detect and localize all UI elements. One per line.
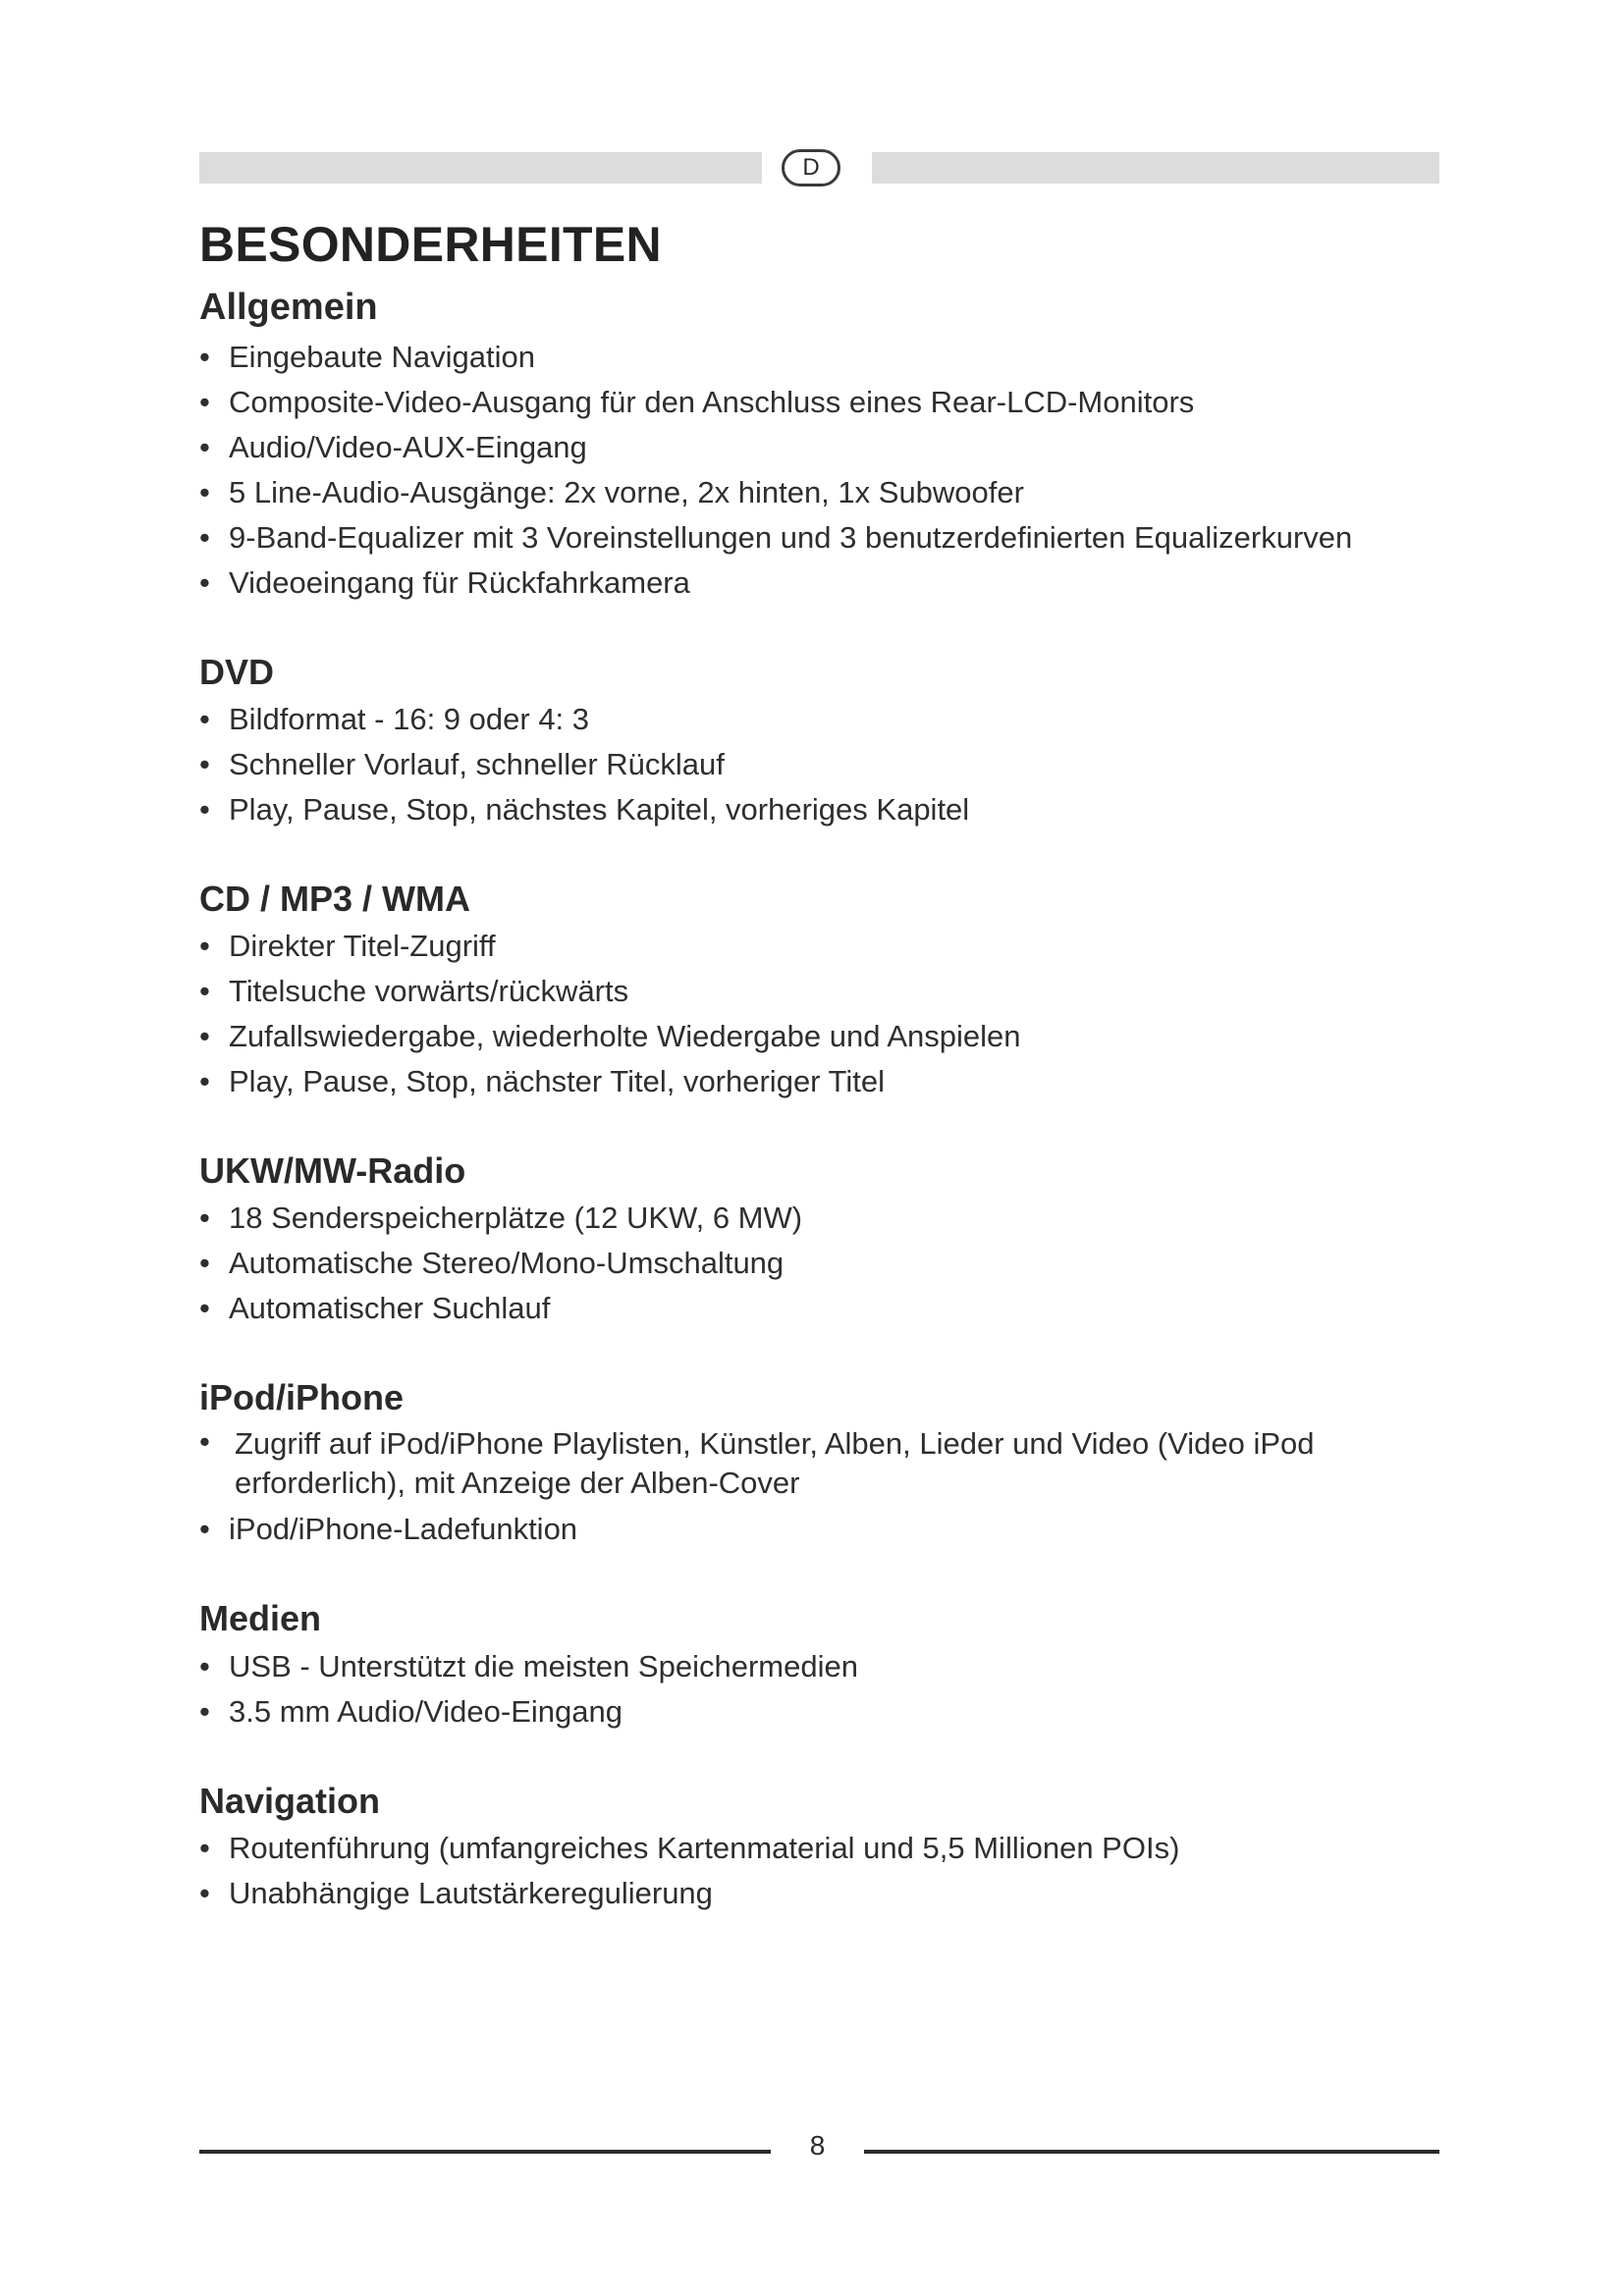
bullet-icon: • (199, 474, 210, 509)
bullet-icon: • (199, 1830, 210, 1865)
bullet-icon: • (199, 564, 210, 600)
footer-line-right (864, 2150, 1439, 2154)
section-title: Allgemein (199, 287, 378, 328)
list-item (199, 1689, 1456, 1735)
list-item (199, 1286, 1456, 1331)
list-item (199, 969, 1456, 1014)
list-item (199, 1507, 1456, 1552)
list-item-text: 3.5 mm Audio/Video-Eingang (229, 1693, 623, 1729)
section-title: Medien (199, 1598, 322, 1639)
list-item-text: Composite-Video-Ausgang für den Anschluss eines Rear-LCD-Monitors (229, 384, 1195, 419)
bullet-icon: • (199, 1875, 210, 1910)
list-item-text: Audio/Video-AUX-Eingang (229, 429, 587, 464)
section-ipod-iphone (199, 1376, 1456, 1552)
bullet-icon: • (199, 1201, 210, 1236)
list-item-text: Titelsuche vorwärts/rückwärts (229, 973, 629, 1008)
list-item (199, 1644, 1456, 1689)
list-item-text: Automatische Stereo/Mono-Umschaltung (229, 1246, 785, 1281)
footer-line-left (199, 2150, 771, 2154)
section-medien (199, 1597, 1456, 1734)
page-content (199, 218, 1456, 1916)
list-item (199, 1196, 1456, 1241)
list-item (199, 1241, 1456, 1286)
list-item-text: Eingebaute Navigation (229, 339, 535, 374)
bullet-icon: • (199, 1512, 210, 1547)
list-item-text: Bildformat - 16: 9 oder 4: 3 (229, 701, 590, 736)
list-item-text: 18 Senderspeicherplätze (12 UKW, 6 MW) (229, 1201, 803, 1236)
list-item-text: Play, Pause, Stop, nächstes Kapitel, vorheriges Kapitel (229, 791, 970, 827)
list-item (199, 1059, 1456, 1104)
feature-list (199, 1826, 1456, 1916)
bullet-icon: • (199, 1693, 210, 1729)
list-item (199, 697, 1456, 742)
list-item-text: Zufallswiedergabe, wiederholte Wiedergabe und Anspielen (229, 1018, 1021, 1053)
bullet-icon: • (199, 519, 210, 555)
section-navigation (199, 1780, 1456, 1916)
feature-list (199, 697, 1456, 832)
list-item-text: Videoeingang für Rückfahrkamera (229, 564, 690, 600)
section-cd-mp3-wma (199, 878, 1456, 1104)
feature-list (199, 1196, 1456, 1331)
list-item (199, 787, 1456, 832)
bullet-icon: • (199, 701, 210, 736)
feature-list (199, 1422, 1456, 1552)
section-title: DVD (199, 651, 275, 692)
bullet-icon: • (199, 746, 210, 781)
list-item (199, 1871, 1456, 1916)
bullet-icon: • (199, 1246, 210, 1281)
feature-list (199, 335, 1456, 606)
bullet-icon: • (199, 1291, 210, 1326)
section-title: CD / MP3 / WMA (199, 878, 470, 919)
section-title: iPod/iPhone (199, 1377, 405, 1418)
bullet-icon: • (199, 928, 210, 963)
list-item (199, 1014, 1456, 1059)
section-dvd (199, 651, 1456, 832)
list-item-text: USB - Unterstützt die meisten Speichermedien (229, 1648, 858, 1683)
list-item-text: iPod/iPhone-Ladefunktion (229, 1512, 578, 1547)
feature-list (199, 1644, 1456, 1735)
language-badge: D (782, 149, 840, 187)
list-item (199, 380, 1456, 425)
list-item (199, 515, 1456, 561)
list-item-text: Unabhängige Lautstärkeregulierung (229, 1875, 713, 1910)
list-item (199, 924, 1456, 969)
header-bar-left (199, 152, 762, 184)
list-item-text: Routenführung (umfangreiches Kartenmaterial und 5,5 Millionen POIs) (229, 1830, 1180, 1865)
list-item-text: Schneller Vorlauf, schneller Rücklauf (229, 746, 725, 781)
list-item (199, 1422, 1456, 1507)
section-title: Navigation (199, 1780, 381, 1821)
header-bar-right (872, 152, 1439, 184)
list-item (199, 1826, 1456, 1871)
section-allgemein (199, 286, 1456, 606)
section-ukw-mw-radio (199, 1149, 1456, 1331)
page-title: BESONDERHEITEN (199, 217, 662, 272)
list-item-text: Play, Pause, Stop, nächster Titel, vorheriger Titel (229, 1063, 885, 1098)
list-item-text: 9-Band-Equalizer mit 3 Voreinstellungen und 3 benutzerdefinierten Equalizerkurven (229, 519, 1353, 555)
bullet-icon: • (199, 1063, 210, 1098)
bullet-icon: • (199, 429, 210, 464)
list-item-text: Zugriff auf iPod/iPhone Playlisten, Künstler, Alben, Lieder und Video (Video iPod erforderlich), mit Anzeige der Alben-Cover (235, 1426, 1315, 1501)
list-item-text: 5 Line-Audio-Ausgänge: 2x vorne, 2x hinten, 1x Subwoofer (229, 474, 1024, 509)
bullet-icon: • (199, 1424, 210, 1460)
list-item (199, 425, 1456, 470)
bullet-icon: • (199, 1648, 210, 1683)
bullet-icon: • (199, 973, 210, 1008)
list-item (199, 561, 1456, 606)
list-item (199, 742, 1456, 787)
list-item (199, 335, 1456, 380)
list-item-text: Automatischer Suchlauf (229, 1291, 551, 1326)
bullet-icon: • (199, 791, 210, 827)
bullet-icon: • (199, 339, 210, 374)
page-number: 8 (809, 2130, 826, 2161)
section-title: UKW/MW-Radio (199, 1149, 466, 1191)
list-item-text: Direkter Titel-Zugriff (229, 928, 496, 963)
bullet-icon: • (199, 384, 210, 419)
list-item (199, 470, 1456, 515)
feature-list (199, 924, 1456, 1104)
bullet-icon: • (199, 1018, 210, 1053)
